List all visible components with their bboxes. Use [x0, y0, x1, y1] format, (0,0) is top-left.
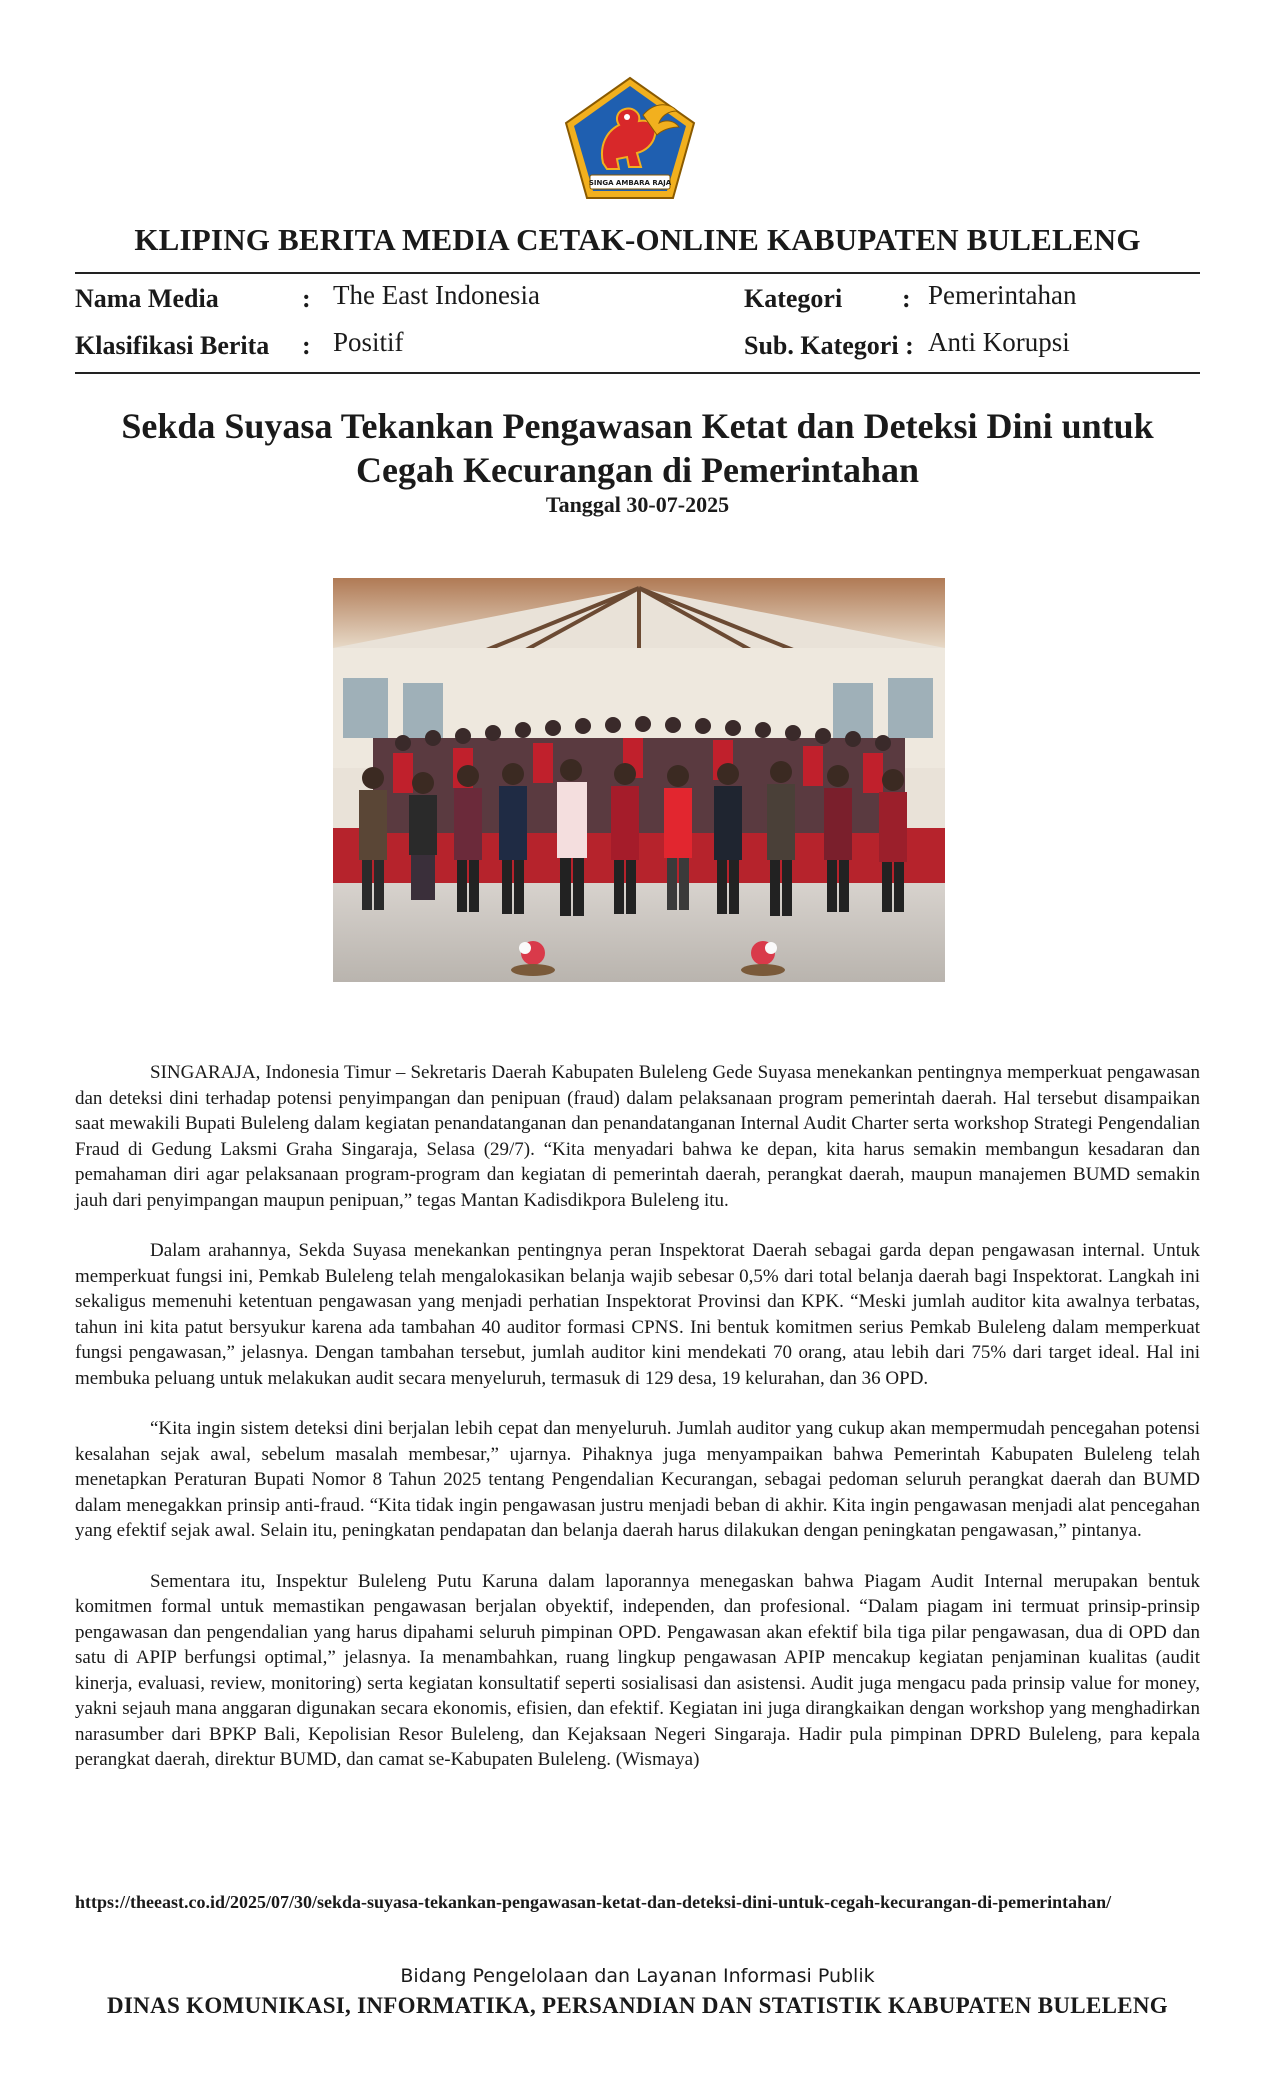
media-value: The East Indonesia [333, 280, 540, 310]
footer-agency: DINAS KOMUNIKASI, INFORMATIKA, PERSANDIAN DAN STATISTIK KABUPATEN BULELENG [107, 1993, 1168, 2018]
classification-value: Positif [333, 327, 404, 357]
paragraph-1: SINGARAJA, Indonesia Timur – Sekretaris Daerah Kabupaten Buleleng Gede Suyasa menekankan pentingnya memperkuat pengawasan dan deteksi dini terhadap potensi penyimpangan dan penipuan (fraud) dalam pelaksanaan program pemerintah daerah. Hal tersebut disampaikan saat mewakili Bupati Buleleng dalam kegiatan penandatanganan dan penandatanganan Internal Audit Charter serta workshop Strategi Pengendalian Fraud di Gedung Laksmi Graha Singaraja, Selasa (29/7). “Kita menyadari bahwa ke depan, kita harus semakin membangun kesadaran dan pemahaman diri agar pelaksanaan program-program dan kegiatan di pemerintah daerah, perangkat daerah, maupun manajemen BUMD semakin jauh dari penyimpangan maupun penipuan,” tegas Mantan Kadisdikpora Buleleng itu. [75, 1062, 1200, 1211]
footer-division: Bidang Pengelolaan dan Layanan Informasi Publik [400, 1965, 875, 1987]
logo-motto: SINGA AMBARA RAJA [588, 179, 672, 187]
paragraph-2: Dalam arahannya, Sekda Suyasa menekankan pentingnya peran Inspektorat Daerah sebagai garda depan pengawasan internal. Untuk memperkuat fungsi ini, Pemkab Buleleng telah mengalokasikan belanja wajib sebesar 0,5% dari total belanja daerah bagi Inspektorat. Langkah ini sekaligus memenuhi ketentuan pengawasan yang menjadi perhatian Inspektorat Provinsi dan KPK. “Meski jumlah auditor kita awalnya terbatas, tahun ini kita patut bersyukur karena ada tambahan 40 auditor formasi CPNS. Ini bentuk komitmen serius Pemkab Buleleng dalam memperkuat fungsi pengawasan,” jelasnya. Dengan tambahan tersebut, jumlah auditor kini mendekati 70 orang, atau lebih dari 75% dari target ideal. Hal ini membuka peluang untuk melakukan audit secara menyeluruh, termasuk di 129 desa, 19 kelurahan, dan 36 OPD. [75, 1240, 1200, 1389]
subcategory-value: Anti Korupsi [928, 327, 1070, 357]
article-date: Tanggal 30-07-2025 [545, 492, 730, 517]
headline-line-2: Cegah Kecurangan di Pemerintahan [356, 450, 919, 490]
masthead-title: KLIPING BERITA MEDIA CETAK-ONLINE KABUPATEN BULELENG [134, 222, 1141, 257]
category-value: Pemerintahan [928, 280, 1077, 310]
headline-line-1: Sekda Suyasa Tekankan Pengawasan Ketat dan Deteksi Dini untuk [121, 406, 1154, 446]
classification-colon: : [302, 331, 311, 360]
paragraph-4: Sementara itu, Inspektur Buleleng Putu Karuna dalam laporannya menegaskan bahwa Piagam Audit Internal merupakan bentuk komitmen formal untuk memastikan pengawasan berjalan obyektif, independen, dan profesional. “Dalam piagam ini termuat prinsip-prinsip pengawasan dan pengendalian yang harus dipahami seluruh pimpinan OPD. Pengawasan akan efektif bila tiga pilar pengawasan, dua di OPD dan satu di APIP berfungsi optimal,” jelasnya. Ia menambahkan, ruang lingkup pengawasan APIP mencakup kegiatan penjaminan kualitas (audit kinerja, evaluasi, review, monitoring) serta kegiatan konsultatif seperti sosialisasi dan asistensi. Audit juga mengacu pada prinsip value for money, yakni sejauh mana anggaran digunakan secara ekonomis, efisien, dan efektif. Kegiatan ini juga dirangkaikan dengan workshop yang menghadirkan narasumber dari BPKP Bali, Kepolisian Resor Buleleng, dan Kejaksaan Negeri Singaraja. Hadir pula pimpinan DPRD Buleleng, para kepala perangkat daerah, direktur BUMD, dan camat se-Kabupaten Buleleng. (Wismaya) [75, 1570, 1200, 1770]
top-divider [75, 272, 1200, 274]
paragraph-3: “Kita ingin sistem deteksi dini berjalan lebih cepat dan menyeluruh. Jumlah auditor yang cukup akan mempermudah pencegahan potensi kesalahan sejak awal, sebelum masalah membesar,” ujarnya. Pihaknya juga menyampaikan bahwa Pemerintah Kabupaten Buleleng telah menetapkan Peraturan Bupati Nomor 8 Tahun 2025 tentang Pengendalian Kecurangan, sebagai pedoman seluruh perangkat daerah dan BUMD dalam menegakkan prinsip anti-fraud. “Kita tidak ingin pengawasan justru menjadi beban di akhir. Kita ingin pengawasan menjadi alat pencegahan yang efektif sejak awal. Selain itu, peningkatan pendapatan dan belanja daerah harus dilakukan dengan peningkatan pengawasan,” pintanya. [75, 1418, 1200, 1541]
media-colon: : [302, 284, 311, 313]
subcategory-label: Sub. Kategori : [744, 331, 914, 360]
article-headline [75, 404, 1200, 492]
bottom-divider [75, 372, 1200, 374]
article-photo [333, 578, 945, 982]
source-url-link[interactable]: https://theeast.co.id/2025/07/30/sekda-suyasa-tekankan-pengawasan-ketat-dan-deteksi-dini-untuk-cegah-kecurangan-di-pemerintahan/ [75, 1892, 1112, 1912]
category-label: Kategori [744, 284, 843, 313]
article-body [75, 1060, 1200, 1798]
category-colon: : [902, 284, 911, 313]
media-label: Nama Media [75, 284, 219, 313]
classification-label: Klasifikasi Berita [75, 331, 270, 360]
buleleng-emblem-logo [563, 75, 697, 202]
